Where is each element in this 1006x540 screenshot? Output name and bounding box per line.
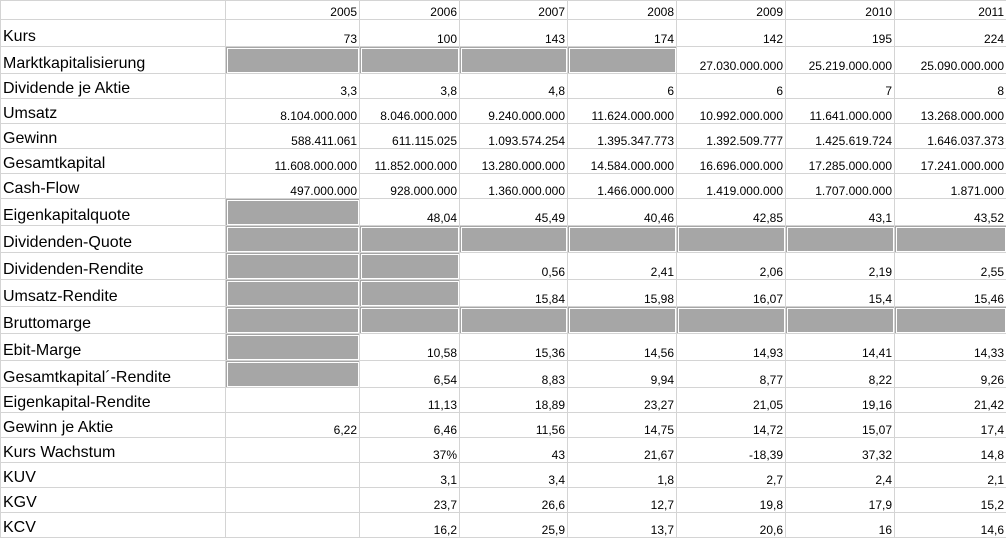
table-row	[1, 20, 1006, 47]
value-cell[interactable]: 1.425.619.724	[786, 124, 895, 149]
value-cell[interactable]: 48,04	[360, 199, 460, 226]
value-cell[interactable]: 16,07	[677, 280, 786, 307]
table-row	[1, 226, 1006, 253]
table-row	[1, 253, 1006, 280]
table-row	[1, 99, 1006, 124]
value-cell[interactable]: 27.030.000.000	[677, 47, 786, 74]
value-cell[interactable]: 7	[786, 74, 895, 99]
value-cell[interactable]	[226, 47, 360, 74]
value-cell[interactable]: 1.360.000.000	[460, 174, 568, 199]
value-cell[interactable]: 13.280.000.000	[460, 149, 568, 174]
row-label-cell[interactable]: Umsatz	[1, 99, 226, 124]
row-label-cell[interactable]: Gewinn	[1, 124, 226, 149]
value-cell[interactable]: 14,72	[677, 413, 786, 438]
value-cell[interactable]: 42,85	[677, 199, 786, 226]
value-cell[interactable]: 45,49	[460, 199, 568, 226]
value-cell[interactable]	[360, 280, 460, 307]
year-header-cell[interactable]: 2011	[895, 1, 1006, 20]
value-cell[interactable]: 6,22	[226, 413, 360, 438]
value-cell[interactable]: 14,93	[677, 334, 786, 361]
value-cell[interactable]	[226, 280, 360, 307]
row-label-cell[interactable]: Eigenkapitalquote	[1, 199, 226, 226]
value-cell[interactable]: 3,4	[460, 463, 568, 488]
value-cell[interactable]: 9,26	[895, 361, 1006, 388]
row-label-cell[interactable]: Kurs	[1, 20, 226, 47]
value-cell[interactable]: 14,6	[895, 513, 1006, 538]
value-cell[interactable]	[226, 199, 360, 226]
value-cell[interactable]: 2,41	[568, 253, 677, 280]
value-cell[interactable]: 8.104.000.000	[226, 99, 360, 124]
value-cell[interactable]: 15,84	[460, 280, 568, 307]
table-row	[1, 124, 1006, 149]
value-cell[interactable]: 18,89	[460, 388, 568, 413]
value-cell[interactable]	[568, 226, 677, 253]
value-cell[interactable]: 17,9	[786, 488, 895, 513]
value-cell[interactable]: 4,8	[460, 74, 568, 99]
value-cell[interactable]: 25.090.000.000	[895, 47, 1006, 74]
value-cell[interactable]: 21,05	[677, 388, 786, 413]
value-cell[interactable]: 43	[460, 438, 568, 463]
row-label-cell[interactable]: Dividenden-Rendite	[1, 253, 226, 280]
row-label-cell[interactable]: Eigenkapital-Rendite	[1, 388, 226, 413]
value-cell[interactable]	[460, 226, 568, 253]
value-cell[interactable]	[226, 334, 360, 361]
value-cell[interactable]: 9.240.000.000	[460, 99, 568, 124]
value-cell[interactable]	[895, 226, 1006, 253]
row-label-cell[interactable]: Gesamtkapital	[1, 149, 226, 174]
value-cell[interactable]: 195	[786, 20, 895, 47]
value-cell[interactable]: 17.241.000.000	[895, 149, 1006, 174]
value-cell[interactable]: 15,07	[786, 413, 895, 438]
value-cell[interactable]: 16.696.000.000	[677, 149, 786, 174]
row-label-cell[interactable]: Umsatz-Rendite	[1, 280, 226, 307]
value-cell[interactable]	[226, 253, 360, 280]
year-header-cell[interactable]: 2010	[786, 1, 895, 20]
table-row	[1, 174, 1006, 199]
value-cell[interactable]: 3,3	[226, 74, 360, 99]
value-cell[interactable]: 10.992.000.000	[677, 99, 786, 124]
year-header-cell[interactable]: 2005	[226, 1, 360, 20]
value-cell[interactable]: 1.646.037.373	[895, 124, 1006, 149]
value-cell[interactable]: 37,32	[786, 438, 895, 463]
value-cell[interactable]: 11.624.000.000	[568, 99, 677, 124]
value-cell[interactable]	[360, 307, 460, 334]
value-cell[interactable]: 16	[786, 513, 895, 538]
value-cell[interactable]: 2,19	[786, 253, 895, 280]
value-cell[interactable]: 14.584.000.000	[568, 149, 677, 174]
value-cell[interactable]: 224	[895, 20, 1006, 47]
value-cell[interactable]: 0,56	[460, 253, 568, 280]
table-row	[1, 438, 1006, 463]
year-header-cell[interactable]: 2006	[360, 1, 460, 20]
spreadsheet-body	[1, 1, 1006, 538]
header-row	[1, 1, 1006, 20]
value-cell[interactable]: 11.608.000.000	[226, 149, 360, 174]
value-cell[interactable]: 1.093.574.254	[460, 124, 568, 149]
value-cell[interactable]: 9,94	[568, 361, 677, 388]
value-cell[interactable]	[226, 226, 360, 253]
value-cell[interactable]: 73	[226, 20, 360, 47]
row-label-cell[interactable]: Dividenden-Quote	[1, 226, 226, 253]
value-cell[interactable]: 3,8	[360, 74, 460, 99]
table-row	[1, 413, 1006, 438]
value-cell[interactable]: 1,8	[568, 463, 677, 488]
value-cell[interactable]: 19,8	[677, 488, 786, 513]
value-cell[interactable]: 14,41	[786, 334, 895, 361]
value-cell[interactable]: 25,9	[460, 513, 568, 538]
value-cell[interactable]: 12,7	[568, 488, 677, 513]
value-cell[interactable]: 6	[677, 74, 786, 99]
value-cell[interactable]: 8,83	[460, 361, 568, 388]
header-label-cell[interactable]	[1, 1, 226, 20]
row-label-cell[interactable]: Bruttomarge	[1, 307, 226, 334]
value-cell[interactable]: 497.000.000	[226, 174, 360, 199]
value-cell[interactable]	[226, 488, 360, 513]
value-cell[interactable]: 1.707.000.000	[786, 174, 895, 199]
value-cell[interactable]: 1.392.509.777	[677, 124, 786, 149]
value-cell[interactable]	[568, 307, 677, 334]
value-cell[interactable]: 26,6	[460, 488, 568, 513]
value-cell[interactable]: 20,6	[677, 513, 786, 538]
value-cell[interactable]: 3,1	[360, 463, 460, 488]
table-row	[1, 361, 1006, 388]
table-row	[1, 307, 1006, 334]
year-header-cell[interactable]: 2007	[460, 1, 568, 20]
value-cell[interactable]: 16,2	[360, 513, 460, 538]
value-cell[interactable]: 1.419.000.000	[677, 174, 786, 199]
row-label-cell[interactable]: Cash-Flow	[1, 174, 226, 199]
value-cell[interactable]	[460, 47, 568, 74]
value-cell[interactable]: 43,52	[895, 199, 1006, 226]
value-cell[interactable]: 14,75	[568, 413, 677, 438]
value-cell[interactable]: 143	[460, 20, 568, 47]
value-cell[interactable]	[786, 307, 895, 334]
row-label-cell[interactable]: Dividende je Aktie	[1, 74, 226, 99]
year-header-cell[interactable]: 2008	[568, 1, 677, 20]
value-cell[interactable]: 13,7	[568, 513, 677, 538]
value-cell[interactable]: 611.115.025	[360, 124, 460, 149]
value-cell[interactable]: 17.285.000.000	[786, 149, 895, 174]
value-cell[interactable]	[360, 47, 460, 74]
value-cell[interactable]: 10,58	[360, 334, 460, 361]
value-cell[interactable]: 8.046.000.000	[360, 99, 460, 124]
row-label-cell[interactable]: Ebit-Marge	[1, 334, 226, 361]
value-cell[interactable]: 15,36	[460, 334, 568, 361]
value-cell[interactable]: 6,54	[360, 361, 460, 388]
value-cell[interactable]: 23,27	[568, 388, 677, 413]
row-label-cell[interactable]: Kurs Wachstum	[1, 438, 226, 463]
row-label-cell[interactable]: KCV	[1, 513, 226, 538]
table-row	[1, 74, 1006, 99]
value-cell[interactable]: 8	[895, 74, 1006, 99]
table-row	[1, 199, 1006, 226]
table-row	[1, 47, 1006, 74]
value-cell[interactable]: -18,39	[677, 438, 786, 463]
value-cell[interactable]	[677, 307, 786, 334]
value-cell[interactable]: 8,22	[786, 361, 895, 388]
table-row	[1, 149, 1006, 174]
value-cell[interactable]: 13.268.000.000	[895, 99, 1006, 124]
table-row	[1, 488, 1006, 513]
value-cell[interactable]	[460, 307, 568, 334]
value-cell[interactable]	[226, 438, 360, 463]
value-cell[interactable]	[226, 361, 360, 388]
table-row	[1, 463, 1006, 488]
value-cell[interactable]: 17,4	[895, 413, 1006, 438]
value-cell[interactable]: 21,67	[568, 438, 677, 463]
value-cell[interactable]	[360, 226, 460, 253]
value-cell[interactable]: 6,46	[360, 413, 460, 438]
row-label-cell[interactable]: Marktkapitalisierung	[1, 47, 226, 74]
row-label-cell[interactable]: Gesamtkapital´-Rendite	[1, 361, 226, 388]
value-cell[interactable]: 15,98	[568, 280, 677, 307]
value-cell[interactable]: 11,56	[460, 413, 568, 438]
value-cell[interactable]: 8,77	[677, 361, 786, 388]
row-label-cell[interactable]: Gewinn je Aktie	[1, 413, 226, 438]
table-row	[1, 280, 1006, 307]
table-row	[1, 334, 1006, 361]
value-cell[interactable]: 11,13	[360, 388, 460, 413]
value-cell[interactable]: 6	[568, 74, 677, 99]
value-cell[interactable]: 2,4	[786, 463, 895, 488]
value-cell[interactable]: 15,2	[895, 488, 1006, 513]
value-cell[interactable]: 19,16	[786, 388, 895, 413]
table-row	[1, 513, 1006, 538]
value-cell[interactable]	[360, 253, 460, 280]
value-cell[interactable]: 11.852.000.000	[360, 149, 460, 174]
row-label-cell[interactable]: KGV	[1, 488, 226, 513]
value-cell[interactable]: 100	[360, 20, 460, 47]
value-cell[interactable]: 23,7	[360, 488, 460, 513]
value-cell[interactable]: 142	[677, 20, 786, 47]
value-cell[interactable]: 11.641.000.000	[786, 99, 895, 124]
value-cell[interactable]: 2,1	[895, 463, 1006, 488]
value-cell[interactable]	[677, 226, 786, 253]
value-cell[interactable]	[226, 388, 360, 413]
value-cell[interactable]	[226, 463, 360, 488]
value-cell[interactable]: 40,46	[568, 199, 677, 226]
value-cell[interactable]: 21,42	[895, 388, 1006, 413]
value-cell[interactable]: 2,7	[677, 463, 786, 488]
value-cell[interactable]: 43,1	[786, 199, 895, 226]
value-cell[interactable]: 14,8	[895, 438, 1006, 463]
value-cell[interactable]: 1.871.000	[895, 174, 1006, 199]
value-cell[interactable]: 928.000.000	[360, 174, 460, 199]
value-cell[interactable]: 15,46	[895, 280, 1006, 307]
value-cell[interactable]	[786, 226, 895, 253]
value-cell[interactable]: 174	[568, 20, 677, 47]
value-cell[interactable]: 14,33	[895, 334, 1006, 361]
value-cell[interactable]: 2,55	[895, 253, 1006, 280]
value-cell[interactable]	[568, 47, 677, 74]
value-cell[interactable]: 1.395.347.773	[568, 124, 677, 149]
value-cell[interactable]: 15,4	[786, 280, 895, 307]
value-cell[interactable]: 1.466.000.000	[568, 174, 677, 199]
table-row	[1, 388, 1006, 413]
value-cell[interactable]: 37%	[360, 438, 460, 463]
value-cell[interactable]	[895, 307, 1006, 334]
value-cell[interactable]	[226, 307, 360, 334]
value-cell[interactable]: 588.411.061	[226, 124, 360, 149]
row-label-cell[interactable]: KUV	[1, 463, 226, 488]
value-cell[interactable]: 2,06	[677, 253, 786, 280]
value-cell[interactable]	[226, 513, 360, 538]
year-header-cell[interactable]: 2009	[677, 1, 786, 20]
value-cell[interactable]: 25.219.000.000	[786, 47, 895, 74]
value-cell[interactable]: 14,56	[568, 334, 677, 361]
